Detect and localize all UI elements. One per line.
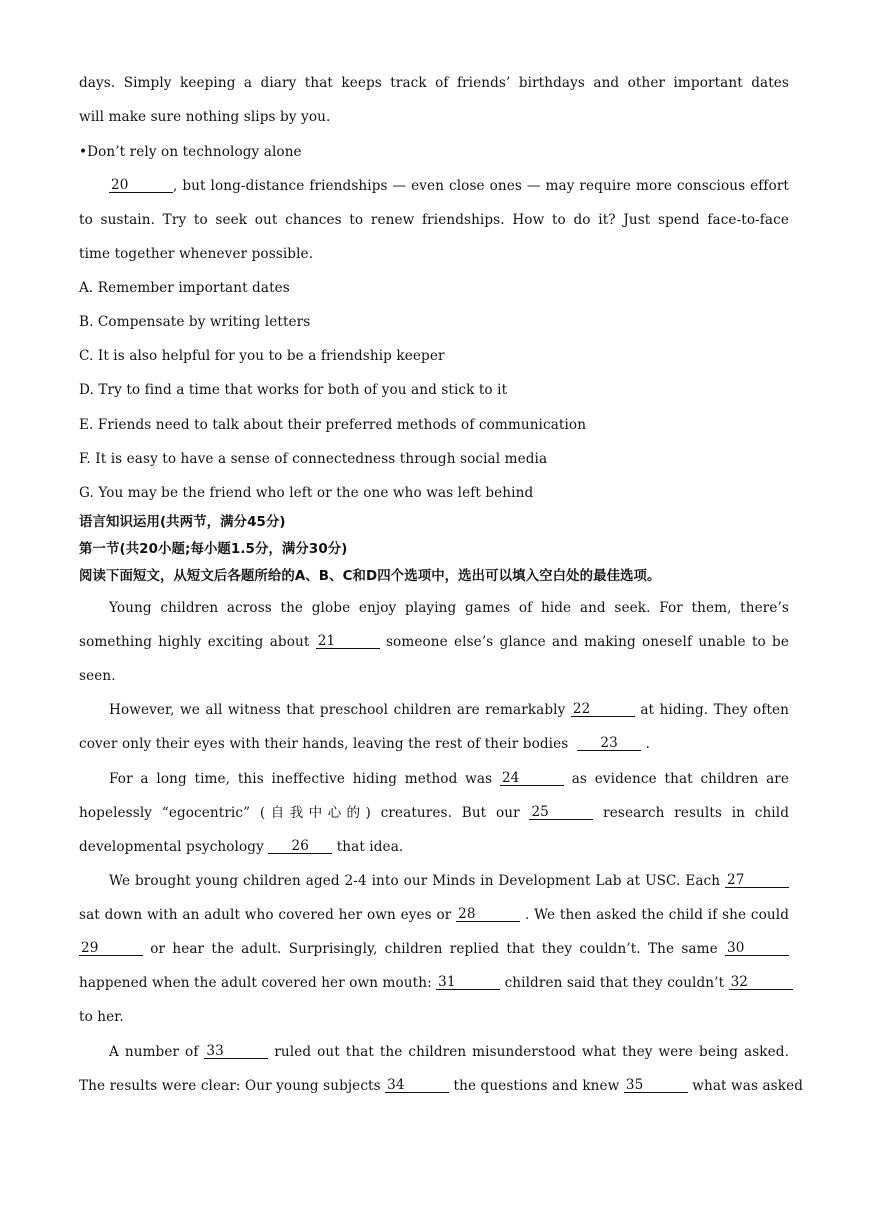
text-span: However, we all witness that preschool children are remarkably	[109, 702, 566, 718]
text-span: the questions and knew	[453, 1078, 620, 1094]
text-span: happened when the adult covered her own mouth:	[79, 975, 432, 991]
cloze-line	[109, 701, 789, 719]
blank-33[interactable]: 33	[204, 1044, 268, 1059]
cloze-line	[79, 906, 789, 924]
text-span: as evidence that children are	[571, 771, 790, 787]
blank-35[interactable]: 35	[624, 1078, 688, 1093]
cloze-line	[79, 974, 789, 992]
blank-24[interactable]: 24	[500, 771, 564, 786]
blank-30[interactable]: 30	[725, 941, 789, 956]
section-title: 语言知识运用(共两节，满分45分)	[79, 515, 286, 530]
text-span: something highly exciting about	[79, 634, 310, 650]
blank-21[interactable]: 21	[316, 634, 380, 649]
option-g: G. You may be the friend who left or the one who was left behind	[79, 485, 534, 501]
blank-31[interactable]: 31	[436, 975, 500, 990]
text-span: We brought young children aged 2-4 into our Minds in Development Lab at USC. Each	[109, 873, 721, 889]
text-span: what was asked	[692, 1078, 804, 1094]
blank-26[interactable]: 26	[268, 839, 332, 854]
blank-29[interactable]: 29	[79, 941, 143, 956]
section-instruction: 阅读下面短文，从短文后各题所给的A、B、C和D四个选项中，选出可以填入空白处的最佳选项。	[79, 569, 661, 584]
bullet-heading: •Don’t rely on technology alone	[79, 144, 302, 160]
option-f: F. It is easy to have a sense of connectedness through social media	[79, 451, 548, 467]
passage-line: to sustain. Try to seek out chances to renew friendships. How to do it? Just spend face-to-face	[79, 212, 789, 228]
text-span: The results were clear: Our young subjects	[79, 1078, 381, 1094]
option-a: A. Remember important dates	[79, 280, 290, 296]
blank-23[interactable]: 23	[577, 736, 641, 751]
cloze-line	[109, 872, 789, 890]
blank-34[interactable]: 34	[385, 1078, 449, 1093]
cloze-line	[79, 838, 789, 856]
cloze-line	[79, 804, 789, 822]
text-span: that idea.	[336, 839, 404, 855]
passage-line: time together whenever possible.	[79, 246, 314, 262]
blank-22[interactable]: 22	[571, 702, 635, 717]
text-span: . We then asked the child if she could	[524, 907, 790, 923]
option-d: D. Try to find a time that works for both of you and stick to it	[79, 382, 508, 398]
text-span: For a long time, this ineffective hiding method was	[109, 771, 493, 787]
text-span: hopelessly “egocentric” (自我中心的) creatures. But our	[79, 805, 520, 821]
cloze-line: to her.	[79, 1009, 124, 1025]
option-e: E. Friends need to talk about their preferred methods of communication	[79, 417, 587, 433]
cloze-line	[109, 1043, 789, 1061]
intro-line-1: days. Simply keeping a diary that keeps track of friends’ birthdays and other important dates	[79, 75, 789, 91]
section-subtitle: 第一节(共20小题;每小题1.5分，满分30分)	[79, 542, 348, 557]
blank-32[interactable]: 32	[729, 975, 793, 990]
option-c: C. It is also helpful for you to be a friendship keeper	[79, 348, 445, 364]
blank-28[interactable]: 28	[456, 907, 520, 922]
cloze-line: seen.	[79, 668, 116, 684]
blank-20[interactable]: 20	[109, 178, 173, 193]
text-span: developmental psychology	[79, 839, 264, 855]
text-span: at hiding. They often	[640, 702, 790, 718]
cloze-line: Young children across the globe enjoy playing games of hide and seek. For them, there’s	[109, 600, 789, 616]
cloze-line	[79, 633, 789, 651]
blank-27[interactable]: 27	[725, 873, 789, 888]
cloze-line	[79, 735, 789, 753]
text-span: cover only their eyes with their hands, leaving the rest of their bodies	[79, 736, 569, 752]
cloze-line	[79, 1077, 804, 1095]
text-span: sat down with an adult who covered her own eyes or	[79, 907, 452, 923]
cloze-line	[109, 770, 789, 788]
text-span: A number of	[109, 1044, 199, 1060]
text-span: research results in child	[603, 805, 790, 821]
text-span: ruled out that the children misunderstood what they were being asked.	[274, 1044, 789, 1060]
text-span: , but long-distance friendships — even close ones — may require more conscious effort	[173, 178, 789, 194]
option-b: B. Compensate by writing letters	[79, 314, 311, 330]
blank-25[interactable]: 25	[529, 805, 593, 820]
text-span: children said that they couldn’t	[504, 975, 725, 991]
intro-line-2: will make sure nothing slips by you.	[79, 109, 331, 125]
cloze-line	[79, 940, 789, 958]
passage-line	[109, 177, 789, 195]
text-span: someone else’s glance and making oneself unable to be	[385, 634, 789, 650]
text-span: or hear the adult. Surprisingly, children replied that they couldn’t. The same	[150, 941, 718, 957]
text-span: .	[645, 736, 651, 752]
